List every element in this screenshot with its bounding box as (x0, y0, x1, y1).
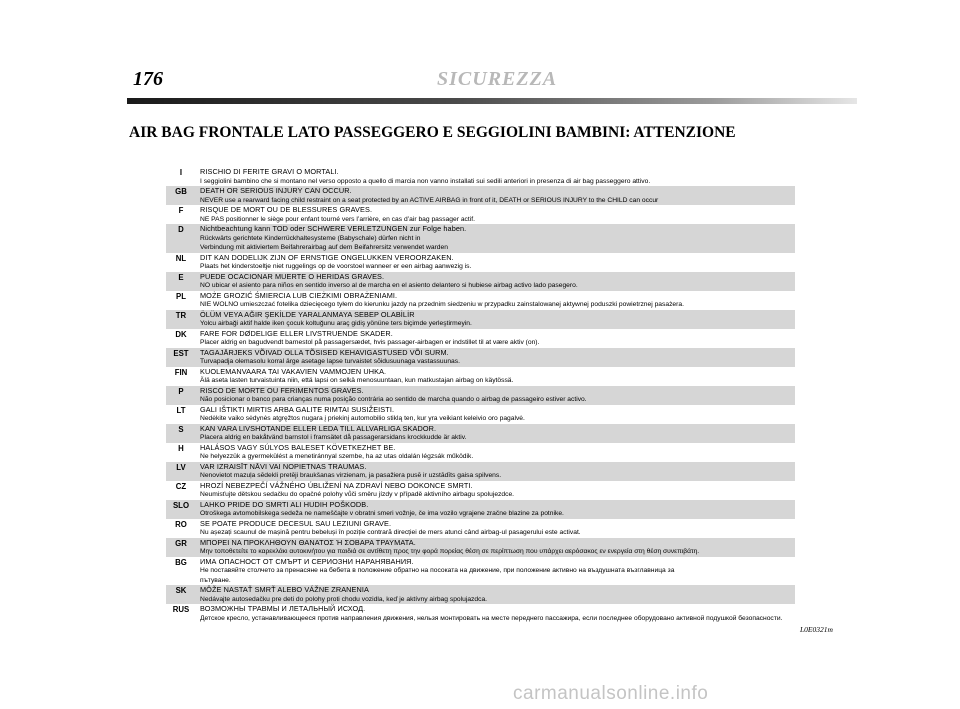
figure-code: L0E0321m (800, 625, 833, 634)
warning-row (166, 538, 795, 557)
warning-row (166, 405, 795, 424)
warning-headline: KAN VARA LIVSHOTANDE ELLER LEDA TILL ALLVARLIGA SKADOR. (200, 423, 437, 433)
warning-row (166, 367, 795, 386)
warning-text (196, 186, 795, 205)
warning-headline: RISCO DE MORTE OU FERIMENTOS GRAVES. (200, 385, 364, 395)
warning-detail: Nenovietot mazuļa sēdekli pretēji braukšanas virzienam, ja pasažiera pusē ir uzstādīts gaisa spilvens. (200, 472, 502, 479)
warning-row (166, 272, 795, 291)
warning-headline: DEATH OR SERIOUS INJURY CAN OCCUR. (200, 186, 352, 195)
warning-table (166, 167, 795, 623)
warning-text (196, 585, 795, 604)
warning-headline: FARE FOR DØDELIGE ELLER LIVSTRUENDE SKADER. (200, 328, 393, 338)
warning-row (166, 500, 795, 519)
warning-detail: NEVER use a rearward facing child restraint on a seat protected by an ACTIVE AIRBAG in front of it, DEATH or SERIOUS INJURY to the CHILD can occur (200, 196, 659, 204)
warning-row (166, 557, 795, 586)
warning-row (166, 604, 795, 623)
warning-row (166, 205, 795, 224)
warning-headline: ΜΠΟΡΕΙ ΝΑ ΠΡΟΚΛΗΘΟΥΝ ΘΑΝΑΤΟΣ Ή ΣΟΒΑΡΑ ΤΡΑΥΜΑΤΑ. (200, 537, 416, 547)
warning-detail: Placera aldrig en bakåtvänd barnstol i framsätet då passagerarsidans krockkudde är aktiv. (200, 434, 467, 441)
warning-row (166, 186, 795, 205)
warning-headline: GALI IŠTIKTI MIRTIS ARBA GALITE RIMTAI SUSIŽEISTI. (200, 404, 395, 414)
language-code: RO (175, 519, 187, 529)
warning-row (166, 348, 795, 367)
warning-text (196, 557, 795, 586)
warning-detail: NIE WOLNO umieszczać fotelika dziecięcego tyłem do kierunku jazdy na przednim siedzeniu w przypadku zainstalowanej aktywnej poduszki powietrznej pasażera. (200, 301, 684, 308)
language-code: I (179, 168, 183, 177)
header-rule (127, 98, 857, 104)
language-code: E (178, 272, 184, 282)
warning-detail: Turvapadja olemasolu korral ärge asetage lapse turvaistet sõidusuunaga vastassuunas. (200, 358, 460, 365)
language-code: BG (175, 557, 187, 567)
section-title: SICUREZZA (437, 68, 558, 90)
warning-detail: Nu așezați scaunul de mașină pentru bebeluși în poziție contrară direcției de mers atunci când airbag-ul pasagerului este activat. (200, 529, 581, 536)
warning-row (166, 253, 795, 272)
warning-detail: Не поставяйте столчето за пренасяне на бебета в положение обратно на посоката на движение, при положение активно на въздушната възглавница за (200, 567, 675, 574)
warning-text (196, 205, 795, 224)
warning-headline: MÔŽE NASTAŤ SMRŤ ALEBO VÁŽNE ZRANENIA (200, 585, 369, 594)
warning-row (166, 443, 795, 462)
language-code: LT (176, 405, 186, 415)
warning-detail: пътуване. (200, 576, 231, 584)
warning-headline: LAHKO PRIDE DO SMRTI ALI HUDIH POŠKODB. (200, 499, 369, 509)
warning-detail: Rückwärts gerichtete Kinderrückhaltesysteme (Babyschale) dürfen nicht in (200, 234, 421, 242)
warning-detail: Nedėkite vaiko sėdynės atgręžtos nugara į priekinį automobilio stiklą ten, kur yra veikiant keleivio oro pagalvė. (200, 415, 525, 422)
warning-text (196, 481, 795, 500)
warning-row (166, 481, 795, 500)
warning-headline: MOŻE GROZIĆ ŚMIERCIA LUB CIEŻKIMI OBRAŻENIAMI. (200, 290, 398, 300)
language-code: FIN (174, 367, 188, 377)
warning-detail: Placer aldrig en bagudvendt barnestol på passagersædet, hvis passager-airbagen er indstillet til at være aktiv (on). (200, 339, 540, 346)
warning-row (166, 424, 795, 443)
warning-row (166, 462, 795, 481)
warning-detail: NE PAS positionner le siège pour enfant tourné vers l’arrière, en cas d’air bag passager actif. (200, 215, 475, 223)
page-heading: AIR BAG FRONTALE LATO PASSEGGERO E SEGGIOLINI BAMBINI: ATTENZIONE (129, 124, 736, 141)
warning-headline: SE POATE PRODUCE DECESUL SAU LEZIUNI GRAVE. (200, 518, 392, 528)
warning-text (196, 291, 795, 310)
language-code: EST (173, 348, 189, 358)
warning-detail: Neumisťujte dětskou sedačku do opačné polohy vůči směru jízdy v případě aktivního airbagu spolujezdce. (200, 491, 515, 498)
warning-detail: Otroškega avtomobilskega sedeža ne nameščajte v obratni smeri vožnje, če ima vozilo vgrajene zračne blazine za potnike. (200, 510, 564, 517)
language-code: CZ (175, 481, 187, 491)
warning-headline: Nichtbeachtung kann TOD oder SCHWERE VERLETZUNGEN zur Folge haben. (200, 224, 467, 233)
warning-text (196, 348, 795, 367)
warning-headline: ИМА ОПАСНОСТ ОТ СМЪРТ И СЕРИОЗНИ НАРАНЯВАНИЯ. (200, 556, 414, 566)
watermark: carmanualsonline.info (513, 683, 709, 704)
warning-text (196, 167, 795, 186)
warning-text (196, 500, 795, 519)
language-code: LV (176, 462, 186, 472)
language-code: GR (175, 538, 187, 548)
warning-text (196, 462, 795, 481)
warning-row (166, 167, 795, 186)
warning-text (196, 310, 795, 329)
language-code: D (178, 225, 184, 234)
warning-text (196, 604, 795, 623)
warning-row (166, 329, 795, 348)
warning-row (166, 291, 795, 310)
warning-text (196, 424, 795, 443)
language-code: SLO (172, 500, 190, 510)
warning-text (196, 443, 795, 462)
warning-detail: Não posicionar o banco para crianças numa posição contrária ao sentido de marcha quando o airbag de passageiro estiver activo. (200, 396, 587, 403)
warning-text (196, 253, 795, 272)
language-code: DK (175, 329, 187, 339)
language-code: SK (175, 586, 187, 595)
warning-text (196, 519, 795, 538)
warning-text (196, 386, 795, 405)
warning-text (196, 329, 795, 348)
warning-detail: NO ubicar el asiento para niños en sentido inverso al de marcha en el asiento delantero si hubiese airbag activo lado pasegero. (200, 282, 578, 289)
language-code: F (178, 206, 184, 215)
warning-detail: Детское кресло, устанавливающееся против направления движения, нельзя монтировать на месте переднего пассажира, если последнее оборудовано активной подушкой безопасности. (200, 614, 783, 622)
warning-headline: PUEDE OCACIONAR MUERTE O HERIDAS GRAVES. (200, 271, 385, 281)
warning-headline: RISQUE DE MORT OU DE BLESSURES GRAVES. (200, 205, 373, 214)
warning-headline: RISCHIO DI FERITE GRAVI O MORTALI. (200, 167, 339, 176)
warning-detail: Nedávajte autosedačku pre deti do polohy proti chodu vozidla, keď je aktívny airbag spolujazdca. (200, 595, 488, 603)
warning-detail: I seggiolini bambino che si montano nel verso opposto a quello di marcia non vanno installati sui sedili anteriori in presenza di air bag passeggero attivo. (200, 177, 651, 185)
warning-text (196, 224, 795, 253)
language-code: H (178, 443, 184, 453)
warning-detail: Verbindung mit aktiviertem Beifahrerairbag auf dem Beifahrersitz verwendet warden (200, 244, 448, 251)
language-code: TR (175, 310, 187, 320)
page-number: 176 (133, 68, 163, 90)
warning-headline: KUOLEMANVAARA TAI VAKAVIEN VAMMOJEN UHKA. (200, 366, 387, 376)
warning-text (196, 367, 795, 386)
warning-headline: HROZÍ NEBEZPEČÍ VÁŽNÉHO ÚBLIŽENÍ NA ZDRAVÍ NEBO DOKONCE SMRTI. (200, 480, 473, 490)
warning-headline: VAR IZRAISĪT NĀVI VAI NOPIETNAS TRAUMAS. (200, 461, 367, 471)
language-code: GB (175, 187, 187, 196)
warning-detail: Yolcu airbaği aktif halde iken çocuk koltuğunu araç gidiş yönüne ters biçimde yerleştirmeyin. (200, 320, 472, 327)
warning-headline: ÖLÜM VEYA AĞIR ŞEKİLDE YARALANMAYA SEBEP OLABİLİR (200, 309, 415, 319)
warning-row (166, 519, 795, 538)
warning-detail: Ne helyezzük a gyermekülést a menetiránnyal szembe, ha az utas oldalán légzsák működik. (200, 453, 474, 460)
language-code: S (178, 424, 184, 434)
warning-headline: TAGAJÄRJEKS VÕIVAD OLLA TÕSISED KEHAVIGASTUSED VÕI SURM. (200, 347, 449, 357)
warning-row (166, 585, 795, 604)
language-code: NL (175, 253, 187, 263)
warning-row (166, 224, 795, 253)
language-code: RUS (172, 605, 190, 614)
warning-headline: DIT KAN DODELIJK ZIJN OF ERNSTIGE ONGELUKKEN VEROORZAKEN. (200, 252, 454, 262)
warning-headline: HALÁSOS VAGY SÚLYOS BALESET KÖVETKEZHET BE. (200, 442, 396, 452)
warning-text (196, 538, 795, 557)
warning-detail: Älä aseta lasten turvaistuinta niin, että lapsi on selkä menosuuntaan, kun matkustajan airbag on käytössä. (200, 377, 514, 384)
warning-text (196, 272, 795, 291)
warning-text (196, 405, 795, 424)
language-code: P (178, 386, 184, 396)
warning-row (166, 386, 795, 405)
warning-headline: ВОЗМОЖНЫ ТРАВМЫ И ЛЕТАЛЬНЫЙ ИСХОД. (200, 604, 366, 613)
warning-row (166, 310, 795, 329)
warning-detail: Μην τοποθετείτε το καρεκλάκι αυτοκινήτου για παιδιά σε αντίθετη προς την φορά πορείας θέση σε περίπτωση που υπάρχει αερόσακος εν ενεργεία στη θέση συνεπιβάτη. (200, 548, 700, 555)
language-code: PL (176, 291, 186, 301)
warning-detail: Plaats het kinderstoeltje niet ruggelings op de voorstoel wanneer er een airbag aanwezig is. (200, 263, 472, 270)
